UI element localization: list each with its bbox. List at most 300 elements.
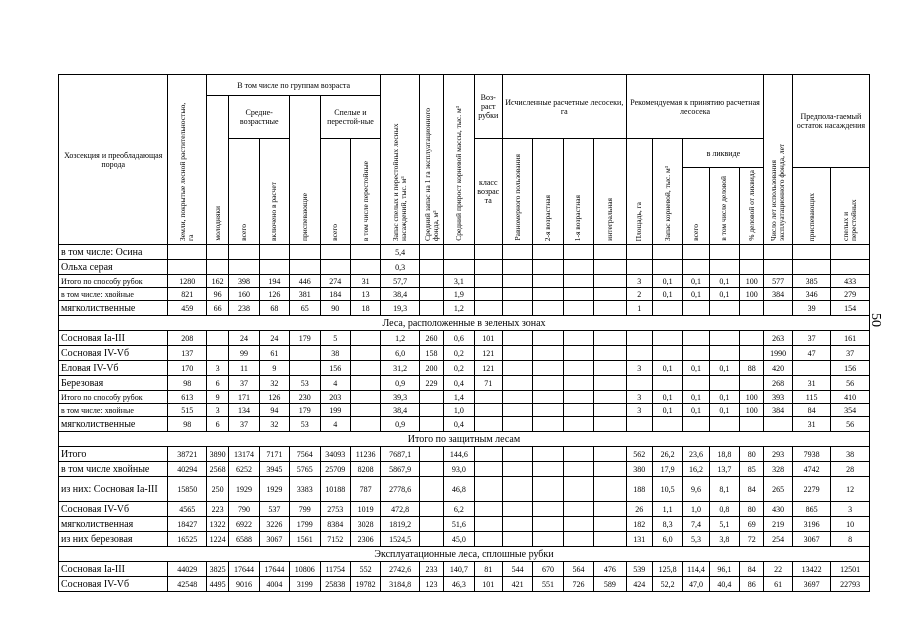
table-cell: 22	[764, 562, 792, 577]
table-cell	[740, 245, 764, 260]
table-cell: 1224	[206, 532, 228, 547]
table-cell	[350, 331, 380, 346]
table-cell: 11754	[320, 562, 350, 577]
table-cell: 10188	[320, 477, 350, 502]
table-cell: 4565	[168, 502, 207, 517]
table-cell	[502, 376, 532, 391]
table-cell	[444, 260, 474, 275]
table-cell: 1,0	[683, 502, 709, 517]
header-zemli: Земли, покрытые лесной растительностью, га	[168, 75, 207, 245]
table-cell: 156	[831, 361, 870, 376]
table-cell: 84	[792, 404, 831, 417]
table-cell	[594, 502, 626, 517]
table-cell	[419, 275, 443, 288]
row-label: Сосновая IV-Vб	[59, 346, 168, 361]
header-spelye: Спелые и перестой-ные	[320, 96, 381, 139]
table-cell: 37	[229, 376, 259, 391]
table-cell: 0,1	[683, 361, 709, 376]
table-cell: 0,4	[444, 417, 474, 432]
table-cell: 0,1	[683, 391, 709, 404]
table-cell: 10806	[290, 562, 320, 577]
table-cell	[594, 517, 626, 532]
table-cell: 13	[350, 288, 380, 301]
table-cell: 1819,2	[381, 517, 420, 532]
table-cell: 65	[290, 301, 320, 316]
header-spelyh-perest: спелых и перестойных	[831, 168, 870, 245]
table-cell: 16,2	[683, 462, 709, 477]
header-rekomenduemaya: Рекомендуемая к принятию расчетная лесосека	[626, 75, 764, 139]
row-label: Березовая	[59, 376, 168, 391]
header-zapas-spelyh: Запас спелых и перестойных лесных насаждений, тыс. м³	[381, 75, 420, 245]
table-cell: 158	[419, 346, 443, 361]
table-cell: 13174	[229, 447, 259, 462]
table-cell: 25838	[320, 577, 350, 592]
table-cell: 346	[792, 288, 831, 301]
table-cell	[740, 376, 764, 391]
table-cell: 3,1	[444, 275, 474, 288]
table-cell: 7564	[290, 447, 320, 462]
row-label: Итого	[59, 447, 168, 462]
table-cell	[594, 288, 626, 301]
table-cell	[350, 417, 380, 432]
table-cell: 140,7	[444, 562, 474, 577]
table-cell: 670	[533, 562, 563, 577]
row-label: мягколиственные	[59, 417, 168, 432]
table-cell	[474, 245, 502, 260]
table-cell: 38,4	[381, 288, 420, 301]
table-cell: 515	[168, 404, 207, 417]
table-cell: 179	[290, 404, 320, 417]
table-cell	[563, 260, 593, 275]
table-cell: 293	[764, 447, 792, 462]
table-cell	[594, 391, 626, 404]
table-cell: 5765	[290, 462, 320, 477]
table-cell	[419, 288, 443, 301]
table-cell	[563, 447, 593, 462]
table-cell	[474, 502, 502, 517]
table-cell: 88	[740, 361, 764, 376]
header-integralnaya: интегральная	[594, 139, 626, 245]
table-cell	[502, 346, 532, 361]
table-cell	[764, 245, 792, 260]
table-cell: 577	[764, 275, 792, 288]
table-cell: 53	[290, 376, 320, 391]
table-cell	[320, 245, 350, 260]
table-cell: 787	[350, 477, 380, 502]
table-cell	[290, 245, 320, 260]
table-cell	[419, 245, 443, 260]
table-cell: 6588	[229, 532, 259, 547]
table-cell: 393	[764, 391, 792, 404]
table-cell: 10	[831, 517, 870, 532]
table-cell: 10,5	[652, 477, 682, 502]
table-cell	[563, 376, 593, 391]
table-cell	[502, 447, 532, 462]
table-cell: 613	[168, 391, 207, 404]
row-label: Сосновая IV-Vб	[59, 577, 168, 592]
table-cell	[792, 245, 831, 260]
table-cell: 37	[792, 331, 831, 346]
table-cell	[502, 260, 532, 275]
table-cell: 17644	[229, 562, 259, 577]
table-cell	[229, 245, 259, 260]
table-cell: 4	[320, 376, 350, 391]
table-cell: 18427	[168, 517, 207, 532]
header-molodnyaki: молодняки	[206, 96, 228, 245]
table-cell	[652, 301, 682, 316]
table-cell	[533, 477, 563, 502]
table-cell: 398	[229, 275, 259, 288]
table-cell	[563, 462, 593, 477]
table-cell: 182	[626, 517, 652, 532]
table-cell: 6252	[229, 462, 259, 477]
table-cell	[594, 376, 626, 391]
table-cell: 3697	[792, 577, 831, 592]
table-cell: 80	[740, 502, 764, 517]
table-cell: 1322	[206, 517, 228, 532]
row-label: Ольха серая	[59, 260, 168, 275]
table-cell: 4495	[206, 577, 228, 592]
table-cell: 68	[259, 301, 289, 316]
table-cell: 71	[474, 376, 502, 391]
table-cell: 4742	[792, 462, 831, 477]
table-cell: 5	[320, 331, 350, 346]
table-cell: 46,3	[444, 577, 474, 592]
table-cell: 384	[764, 404, 792, 417]
table-cell: 6	[206, 376, 228, 391]
table-cell	[350, 404, 380, 417]
table-cell	[419, 517, 443, 532]
table-cell: 8,3	[652, 517, 682, 532]
table-cell: 1,9	[444, 288, 474, 301]
table-cell: 19,3	[381, 301, 420, 316]
table-cell	[563, 275, 593, 288]
table-cell	[474, 391, 502, 404]
table-cell: 410	[831, 391, 870, 404]
table-cell: 424	[626, 577, 652, 592]
table-cell: 13422	[792, 562, 831, 577]
table-cell: 274	[320, 275, 350, 288]
table-cell	[792, 361, 831, 376]
table-cell: 3067	[259, 532, 289, 547]
table-cell: 160	[229, 288, 259, 301]
table-cell	[533, 417, 563, 432]
row-label: мягколиственная	[59, 517, 168, 532]
table-cell: 0,2	[444, 346, 474, 361]
table-cell: 199	[320, 404, 350, 417]
table-cell: 2568	[206, 462, 228, 477]
table-cell	[563, 301, 593, 316]
table-cell: 0,1	[709, 288, 739, 301]
table-cell: 52,2	[652, 577, 682, 592]
table-cell: 551	[533, 577, 563, 592]
row-label: Итого по способу рубок	[59, 275, 168, 288]
table-cell: 6,2	[444, 502, 474, 517]
section-heading: Эксплуатационные леса, сплошные рубки	[59, 547, 870, 562]
table-cell: 2753	[320, 502, 350, 517]
table-row	[59, 477, 870, 502]
table-cell: 3	[626, 275, 652, 288]
table-cell	[206, 260, 228, 275]
table-cell: 5,4	[381, 245, 420, 260]
table-cell	[533, 404, 563, 417]
table-cell	[533, 447, 563, 462]
section-row	[59, 547, 870, 562]
table-cell: 17644	[259, 562, 289, 577]
table-cell	[683, 346, 709, 361]
table-cell	[594, 361, 626, 376]
table-cell	[683, 417, 709, 432]
table-cell	[259, 245, 289, 260]
table-cell: 790	[229, 502, 259, 517]
table-cell: 2778,6	[381, 477, 420, 502]
table-cell: 3199	[290, 577, 320, 592]
table-cell	[168, 260, 207, 275]
table-cell: 51,6	[444, 517, 474, 532]
table-cell: 7,4	[683, 517, 709, 532]
table-cell: 446	[290, 275, 320, 288]
table-cell: 328	[764, 462, 792, 477]
table-cell: 26,2	[652, 447, 682, 462]
table-cell: 39,3	[381, 391, 420, 404]
table-cell: 3	[626, 361, 652, 376]
table-cell	[740, 301, 764, 316]
table-cell: 121	[474, 346, 502, 361]
table-cell	[502, 532, 532, 547]
table-cell: 66	[206, 301, 228, 316]
table-cell	[474, 517, 502, 532]
table-cell: 0,8	[709, 502, 739, 517]
table-cell: 3028	[350, 517, 380, 532]
table-cell: 179	[290, 331, 320, 346]
header-pct-delovoy: % деловой от ликвида	[740, 168, 764, 245]
table-cell	[563, 477, 593, 502]
table-cell: 171	[229, 391, 259, 404]
table-cell	[652, 331, 682, 346]
table-cell	[764, 417, 792, 432]
table-cell: 0,1	[652, 391, 682, 404]
table-cell	[533, 462, 563, 477]
table-cell: 3196	[792, 517, 831, 532]
header-vsego-sred: всего	[229, 139, 259, 245]
table-cell: 1929	[229, 477, 259, 502]
table-cell	[533, 288, 563, 301]
table-cell: 381	[290, 288, 320, 301]
table-cell	[626, 417, 652, 432]
table-cell: 99	[229, 346, 259, 361]
table-cell	[206, 346, 228, 361]
header-sredniy-prirost: Средний прирост корневой массы, тыс. м³	[444, 75, 474, 245]
table-cell: 170	[168, 361, 207, 376]
table-cell: 203	[320, 391, 350, 404]
table-cell	[350, 260, 380, 275]
table-cell: 69	[740, 517, 764, 532]
table-cell: 114,4	[683, 562, 709, 577]
table-cell: 421	[502, 577, 532, 592]
table-cell: 101	[474, 577, 502, 592]
table-cell: 32	[259, 417, 289, 432]
table-cell: 98	[168, 417, 207, 432]
table-cell	[533, 275, 563, 288]
table-cell	[259, 260, 289, 275]
table-row	[59, 404, 870, 417]
table-cell: 726	[563, 577, 593, 592]
table-cell	[594, 346, 626, 361]
table-row	[59, 532, 870, 547]
table-cell	[419, 502, 443, 517]
table-cell: 22793	[831, 577, 870, 592]
table-row	[59, 245, 870, 260]
table-cell	[683, 260, 709, 275]
row-label: мягколиственные	[59, 301, 168, 316]
table-cell	[652, 376, 682, 391]
table-cell	[350, 391, 380, 404]
table-cell: 8,1	[709, 477, 739, 502]
table-cell	[563, 391, 593, 404]
table-cell: 85	[740, 462, 764, 477]
table-cell	[419, 260, 443, 275]
header-vsego-likv: всего	[683, 168, 709, 245]
table-cell	[709, 260, 739, 275]
table-cell: 125,8	[652, 562, 682, 577]
table-cell	[533, 346, 563, 361]
table-cell	[502, 417, 532, 432]
table-cell: 472,8	[381, 502, 420, 517]
table-cell: 154	[831, 301, 870, 316]
table-cell	[350, 376, 380, 391]
table-row	[59, 447, 870, 462]
table-cell: 544	[502, 562, 532, 577]
table-cell: 18,8	[709, 447, 739, 462]
table-cell	[626, 346, 652, 361]
table-row	[59, 462, 870, 477]
table-cell: 0,6	[444, 331, 474, 346]
header-vsego-spel: всего	[320, 139, 350, 245]
table-cell: 0,9	[381, 417, 420, 432]
table-cell: 18	[350, 301, 380, 316]
table-cell	[764, 260, 792, 275]
header-prispev: приспевающие	[290, 96, 320, 245]
table-cell	[533, 391, 563, 404]
table-cell	[683, 376, 709, 391]
header-ploschad: Площадь, га	[626, 139, 652, 245]
table-cell	[533, 331, 563, 346]
table-cell	[683, 245, 709, 260]
table-cell: 821	[168, 288, 207, 301]
table-cell: 4004	[259, 577, 289, 592]
header-zapas-korn: Запас корневой, тыс. м³	[652, 139, 682, 245]
table-row	[59, 417, 870, 432]
table-cell: 238	[229, 301, 259, 316]
table-cell: 94	[259, 404, 289, 417]
table-cell	[419, 417, 443, 432]
table-cell: 279	[831, 288, 870, 301]
table-cell: 38,4	[381, 404, 420, 417]
table-cell: 3226	[259, 517, 289, 532]
table-cell: 31	[350, 275, 380, 288]
table-cell: 40,4	[709, 577, 739, 592]
table-cell: 6,0	[652, 532, 682, 547]
table-cell: 115	[792, 391, 831, 404]
table-cell	[626, 376, 652, 391]
table-cell	[533, 260, 563, 275]
table-cell: 0,1	[709, 361, 739, 376]
section-heading: Леса, расположенные в зеленых зонах	[59, 316, 870, 331]
row-label: Сосновая IV-Vб	[59, 502, 168, 517]
table-cell	[764, 301, 792, 316]
table-cell	[626, 245, 652, 260]
table-cell: 430	[764, 502, 792, 517]
table-cell: 5,1	[709, 517, 739, 532]
table-cell: 44029	[168, 562, 207, 577]
table-row	[59, 376, 870, 391]
table-cell: 40294	[168, 462, 207, 477]
header-vkluch: включено в расчет	[259, 139, 289, 245]
table-cell: 476	[594, 562, 626, 577]
table-cell	[709, 376, 739, 391]
table-cell: 1280	[168, 275, 207, 288]
table-cell: 200	[419, 361, 443, 376]
table-cell	[350, 346, 380, 361]
table-cell: 230	[290, 391, 320, 404]
table-cell	[594, 447, 626, 462]
table-cell: 37	[229, 417, 259, 432]
table-row	[59, 391, 870, 404]
table-cell: 1,2	[381, 331, 420, 346]
section-row	[59, 316, 870, 331]
table-cell	[626, 260, 652, 275]
table-cell	[594, 532, 626, 547]
table-cell: 3	[206, 361, 228, 376]
table-cell	[474, 288, 502, 301]
table-cell: 5,3	[683, 532, 709, 547]
table-cell	[831, 245, 870, 260]
table-cell: 11236	[350, 447, 380, 462]
table-cell	[594, 462, 626, 477]
table-cell	[533, 245, 563, 260]
table-cell: 39	[792, 301, 831, 316]
table-cell: 121	[474, 361, 502, 376]
row-label: Сосновая Ia-III	[59, 562, 168, 577]
table-cell: 5867,9	[381, 462, 420, 477]
table-cell: 34093	[320, 447, 350, 462]
table-cell: 100	[740, 391, 764, 404]
table-cell	[474, 477, 502, 502]
forest-table-sheet	[58, 74, 870, 592]
table-cell	[502, 275, 532, 288]
table-cell: 8384	[320, 517, 350, 532]
table-cell: 131	[626, 532, 652, 547]
table-cell: 8208	[350, 462, 380, 477]
table-cell: 96	[206, 288, 228, 301]
table-cell: 6	[206, 417, 228, 432]
header-2-vozr: 2-я возрастная	[533, 139, 563, 245]
table-cell: 1524,5	[381, 532, 420, 547]
table-cell: 385	[792, 275, 831, 288]
table-cell: 260	[419, 331, 443, 346]
table-cell: 19782	[350, 577, 380, 592]
table-cell	[533, 376, 563, 391]
table-cell	[594, 301, 626, 316]
table-cell: 1990	[764, 346, 792, 361]
table-cell	[792, 260, 831, 275]
table-cell: 84	[740, 477, 764, 502]
table-cell: 31	[792, 376, 831, 391]
table-cell	[533, 517, 563, 532]
table-cell	[563, 404, 593, 417]
table-cell	[563, 417, 593, 432]
table-cell	[502, 462, 532, 477]
